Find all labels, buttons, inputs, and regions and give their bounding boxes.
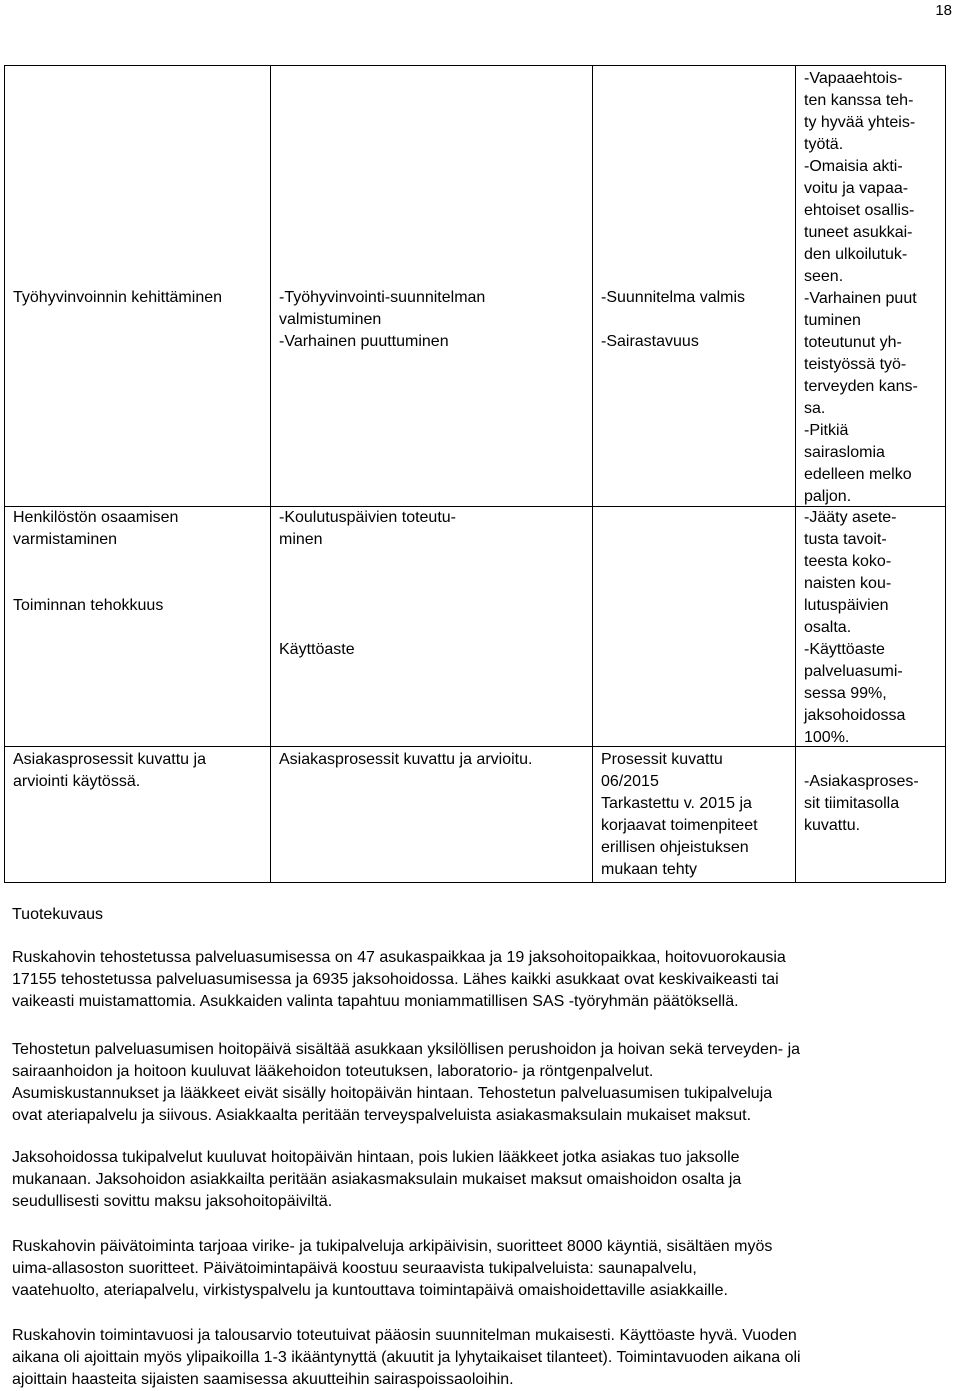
text-line: den ulkoilutuk- xyxy=(804,246,908,263)
measure-wellbeing-text xyxy=(279,287,590,353)
text-line: arviointi käytössä. xyxy=(13,773,141,790)
goal-competence-text xyxy=(13,507,268,551)
text-line: kuvattu. xyxy=(804,817,861,834)
text-line: -Asiakasproses- xyxy=(804,773,919,790)
text-line: seen. xyxy=(804,268,844,285)
text-line: palveluasumi- xyxy=(804,663,903,680)
cell-target-process xyxy=(593,747,796,883)
paragraph-respite-care xyxy=(12,1147,957,1213)
text-line: tusta tavoit- xyxy=(804,531,887,548)
text-line: ehtoiset osallis- xyxy=(804,202,915,219)
text-line: Asiakasprosessit kuvattu ja arvioitu. xyxy=(279,751,533,768)
text-line: mukanaan. Jaksohoidon asiakkailta peritään asiakasmaksulain mukaiset maksut omaishoidon osalta ja xyxy=(12,1171,742,1188)
text-line: ajoittain haasteita sijaisten saamisessa akuutteihin sairaspoissaoloihin. xyxy=(12,1371,514,1388)
measure-training-text xyxy=(279,507,590,551)
text-line: 17155 tehostetussa palveluasumisessa ja 6935 jaksohoidossa. Lähes kaikki asukkaat ovat keskivaikeasti tai xyxy=(12,971,779,988)
text-line: erillisen ohjeistuksen xyxy=(601,839,749,856)
text-line: korjaavat toimenpiteet xyxy=(601,817,758,834)
text-line: -Varhainen puut xyxy=(804,290,917,307)
cell-measure-competence xyxy=(271,507,593,747)
text-line: sessa 99%, xyxy=(804,685,887,702)
measure-occupancy-text xyxy=(279,639,590,661)
text-line: Tarkastettu v. 2015 ja xyxy=(601,795,752,812)
result-wellbeing-text xyxy=(804,68,943,508)
text-line: Asumiskustannukset ja lääkkeet eivät sisälly hoitopäivän hintaan. Tehostetun palveluasumisen tukipalveluja xyxy=(12,1085,773,1102)
paragraph-year-summary xyxy=(12,1325,957,1391)
target-sickleave-text xyxy=(601,331,793,353)
text-line: Työhyvinvoinnin kehittäminen xyxy=(13,289,223,306)
text-line: vaikeasti muistamattomia. Asukkaiden valinta tapahtuu moniammatillisen SAS -työryhmän päätöksellä. xyxy=(12,993,739,1010)
text-line: 100%. xyxy=(804,729,850,746)
text-line: ovat ateriapalvelu ja siivous. Asiakkaalta peritään terveyspalveluista asiakasmaksulain mukaiset maksut. xyxy=(12,1107,752,1124)
text-line: tuminen xyxy=(804,312,861,329)
text-line: lutuspäivien xyxy=(804,597,889,614)
text-line: jaksohoidossa xyxy=(804,707,906,724)
text-line: Ruskahovin toimintavuosi ja talousarvio toteutuivat pääosin suunnitelman mukaisesti. Käyttöaste hyvä. Vuoden xyxy=(12,1327,797,1344)
text-line: valmistuminen xyxy=(279,311,382,328)
goals-table xyxy=(4,65,946,883)
cell-measure-process xyxy=(271,747,593,883)
paragraph-day-activities xyxy=(12,1236,957,1302)
text-line: Prosessit kuvattu xyxy=(601,751,723,768)
paragraph-care-content xyxy=(12,1039,957,1127)
text-line: Asiakasprosessit kuvattu ja xyxy=(13,751,206,768)
text-line: varmistaminen xyxy=(13,531,118,548)
text-line: toteutunut yh- xyxy=(804,334,902,351)
cell-target-competence xyxy=(593,507,796,747)
text-line: -Varhainen puuttuminen xyxy=(279,333,449,350)
text-line: 06/2015 xyxy=(601,773,659,790)
text-line: -Pitkiä xyxy=(804,422,849,439)
target-plan-text xyxy=(601,287,793,309)
goal-wellbeing-text xyxy=(13,287,268,309)
text-line: -Jääty asete- xyxy=(804,509,897,526)
result-process-text xyxy=(804,771,943,837)
cell-goal-wellbeing xyxy=(5,66,271,507)
text-line: -Työhyvinvointi-suunnitelman xyxy=(279,289,486,306)
text-line: -Käyttöaste xyxy=(804,641,885,658)
measure-process-text xyxy=(279,749,590,771)
text-line: naisten kou- xyxy=(804,575,892,592)
text-line: terveyden kans- xyxy=(804,378,918,395)
text-line: Toiminnan tehokkuus xyxy=(13,597,164,614)
text-line: Ruskahovin päivätoiminta tarjoaa virike- ja tukipalveluja arkipäivisin, suoritteet 8000 käyntiä, sisältäen myös xyxy=(12,1238,773,1255)
section-heading: Tuotekuvaus xyxy=(12,906,104,923)
text-line: minen xyxy=(279,531,323,548)
text-line: vaatehuolto, ateriapalvelu, virkistyspalvelu ja kuntouttava toimintapäivä omaishoidettaville asiakkaille. xyxy=(12,1282,728,1299)
text-line: ten kanssa teh- xyxy=(804,92,914,109)
text-line: -Suunnitelma valmis xyxy=(601,289,746,306)
text-line: voitu ja vapaa- xyxy=(804,180,909,197)
text-line: työtä. xyxy=(804,136,844,153)
text-line: Tehostetun palveluasumisen hoitopäivä sisältää asukkaan yksilöllisen perushoidon ja hoivan sekä terveyden- ja xyxy=(12,1041,801,1058)
cell-result-wellbeing xyxy=(796,66,946,507)
text-line: sairaanhoidon ja hoitoon kuuluvat lääkehoidon toteutuksen, laboratorio- ja röntgenpalvelut. xyxy=(12,1063,654,1080)
text-line: uima-allasoston suoritteet. Päivätoimintapäivä koostuu seuraavista tukipalveluista: saunapalvelu, xyxy=(12,1260,697,1277)
text-line: sairaslomia xyxy=(804,444,885,461)
text-line: Jaksohoidossa tukipalvelut kuuluvat hoitopäivän hintaan, pois lukien lääkkeet jotka asiakas tuo jaksolle xyxy=(12,1149,740,1166)
target-process-text xyxy=(601,749,793,881)
text-line: mukaan tehty xyxy=(601,861,698,878)
text-line: Henkilöstön osaamisen xyxy=(13,509,179,526)
text-line: -Koulutuspäivien toteutu- xyxy=(279,509,456,526)
text-line: paljon. xyxy=(804,488,852,505)
cell-result-process xyxy=(796,747,946,883)
page-number: 18 xyxy=(935,2,952,19)
text-line: teistyössä työ- xyxy=(804,356,907,373)
paragraph-capacity xyxy=(12,947,957,1013)
text-line: seudullisesti sovittu maksu jaksohoitopäiviltä. xyxy=(12,1193,333,1210)
text-line: Käyttöaste xyxy=(279,641,355,658)
text-line: teesta koko- xyxy=(804,553,892,570)
text-line: osalta. xyxy=(804,619,852,636)
text-line: edelleen melko xyxy=(804,466,912,483)
cell-goal-process xyxy=(5,747,271,883)
text-line: sit tiimitasolla xyxy=(804,795,900,812)
goal-process-text xyxy=(13,749,268,793)
text-line: -Sairastavuus xyxy=(601,333,699,350)
text-line: ty hyvää yhteis- xyxy=(804,114,916,131)
text-line: sa. xyxy=(804,400,826,417)
cell-measure-wellbeing xyxy=(271,66,593,507)
cell-goal-competence xyxy=(5,507,271,747)
text-line: Ruskahovin tehostetussa palveluasumisessa on 47 asukaspaikkaa ja 19 jaksohoitopaikkaa, hoitovuorokausia xyxy=(12,949,786,966)
result-competence-text xyxy=(804,507,943,749)
text-line: tuneet asukkai- xyxy=(804,224,913,241)
text-line: aikana oli ajoittain myös ylipaikoilla 1-3 ikääntynyttä (akuutit ja lyhytaikaiset tilanteet). Toimintavuoden aikana oli xyxy=(12,1349,801,1366)
cell-target-wellbeing xyxy=(593,66,796,507)
cell-result-competence xyxy=(796,507,946,747)
text-line: -Omaisia akti- xyxy=(804,158,903,175)
text-line: -Vapaaehtois- xyxy=(804,70,903,87)
goal-efficiency-text xyxy=(13,595,268,617)
